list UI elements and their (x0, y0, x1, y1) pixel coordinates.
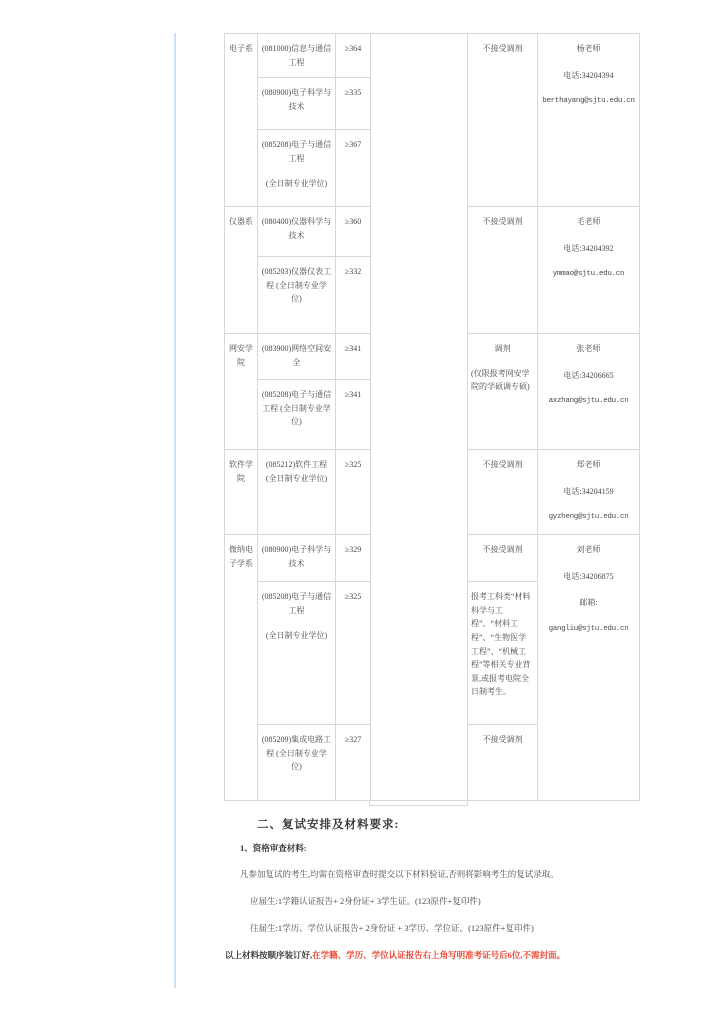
current-students-line: 应届生:1学籍认证报告+ 2身份证+ 3学生证。(123原件+复印件) (250, 896, 481, 906)
score-cell: ≥329 (336, 535, 371, 582)
program-cell (258, 725, 336, 801)
teacher-email: axzhang@sjtu.edu.cn (548, 397, 629, 406)
department-cell: 微纳电子学系 (225, 535, 258, 801)
program-name: (全日制专业学位) (265, 631, 328, 641)
program-name: (081000)信息与通信工程 (261, 44, 332, 67)
requirements-paragraph: 凡参加复试的考生,均需在资格审查时提交以下材料验证,否则将影响考生的复试录取。 (240, 869, 559, 879)
binding-instruction (225, 949, 703, 961)
teacher-cell (538, 535, 640, 801)
teacher-name: 毛老师 (576, 217, 601, 227)
program-name: (080400)仪器科学与技术 (261, 217, 332, 240)
score-cell: ≥360 (336, 207, 371, 257)
score-cell: ≥325 (336, 582, 371, 725)
score-cell: ≥367 (336, 130, 371, 207)
program-cell (258, 334, 336, 380)
teacher-email: berthayang@sjtu.edu.cn (542, 97, 635, 106)
program-cell (258, 582, 336, 725)
teacher-name: 郑老师 (576, 460, 601, 470)
score-cell: ≥327 (336, 725, 371, 801)
department-cell: 软件学院 (225, 450, 258, 535)
adjustment-text: 报考工科类“材料科学与工程”、“材料工程”、“生物医学工程”、“机械工程”等相关专业背景,或报考电院全日制考生。 (471, 592, 531, 697)
adjustment-cell (468, 535, 538, 582)
program-name: (全日制专业学位) (265, 179, 328, 189)
score-cell: ≥341 (336, 380, 371, 450)
teacher-phone: 电话:34206875 (563, 571, 614, 581)
teacher-phone: 电话:34206665 (563, 370, 614, 380)
teacher-cell (538, 334, 640, 450)
teacher-name: 杨老师 (576, 44, 601, 53)
adjustment-text: 调剂 (494, 344, 511, 354)
teacher-email: ymmao@sjtu.edu.cn (552, 270, 625, 279)
spacer-column (371, 34, 468, 801)
score-cell: ≥332 (336, 257, 371, 334)
adjustment-cell (468, 450, 538, 535)
previous-students-line: 往届生:1学历、学位认证报告+ 2身份证 + 3学历、学位证。(123原件+复印件) (250, 923, 534, 933)
teacher-phone: 电话:34204392 (563, 243, 614, 253)
department-cell: 网安学院 (225, 334, 258, 450)
admissions-table (224, 33, 640, 801)
adjustment-text: 不接受调剂 (482, 735, 523, 745)
adjustment-text: 不接受调剂 (482, 460, 523, 470)
teacher-phone: 电话:34204159 (563, 486, 614, 496)
program-cell (258, 78, 336, 130)
margin-guide-line (174, 33, 176, 988)
teacher-cell (538, 34, 640, 207)
program-cell (258, 130, 336, 207)
adjustment-cell (468, 207, 538, 334)
program-name: (085208)电子与通信工程 (261, 140, 332, 163)
adjustment-cell (468, 334, 538, 450)
program-name: (085212)软件工程 (全日制专业学位) (265, 460, 328, 483)
requirements-section (225, 816, 703, 961)
section-title: 二、复试安排及材料要求: (257, 819, 400, 831)
program-name: (085208)电子与通信工程 (全日制专业学位) (261, 390, 332, 427)
program-name: (085203)仪器仪表工程 (全日制专业学位) (261, 267, 332, 304)
teacher-email: gangliu@sjtu.edu.cn (548, 624, 629, 633)
program-cell (258, 450, 336, 535)
subsection-title: 1、资格审查材料: (240, 843, 307, 853)
department-cell: 电子系 (225, 34, 258, 207)
binding-instruction-black: 以上材料按顺序装订好, (225, 950, 313, 960)
program-name: (080900)电子科学与技术 (261, 88, 332, 111)
teacher-email: gyzheng@sjtu.edu.cn (548, 513, 629, 522)
teacher-email-label: 邮箱: (579, 598, 598, 608)
binding-instruction-red: 在学籍、学历、学位认证报告右上角写明准考证号后6位,不需封面。 (312, 950, 566, 960)
department-cell: 仪器系 (225, 207, 258, 334)
score-cell: ≥325 (336, 450, 371, 535)
program-name: (085209)集成电路工程 (全日制专业学位) (261, 735, 332, 772)
teacher-cell (538, 207, 640, 334)
teacher-phone: 电话:34204394 (563, 70, 614, 80)
program-name: (080900)电子科学与技术 (261, 545, 332, 568)
adjustment-text: 不接受调剂 (482, 44, 523, 53)
teacher-cell (538, 450, 640, 535)
adjustment-cell (468, 34, 538, 207)
score-cell: ≥364 (336, 34, 371, 78)
program-name: (083900)网络空间安全 (261, 344, 332, 367)
adjustment-cell (468, 582, 538, 725)
program-cell (258, 257, 336, 334)
program-cell (258, 207, 336, 257)
adjustment-text: 不接受调剂 (482, 545, 523, 555)
teacher-name: 刘老师 (576, 545, 601, 555)
program-cell (258, 380, 336, 450)
spacer-bottom-border (369, 800, 468, 806)
adjustment-text: (仅限报考网安学院的学硕调专硕) (471, 368, 530, 392)
score-cell: ≥335 (336, 78, 371, 130)
adjustment-cell (468, 725, 538, 801)
program-name: (085208)电子与通信工程 (261, 592, 332, 615)
teacher-name: 张老师 (576, 344, 601, 354)
program-cell (258, 535, 336, 582)
program-cell (258, 34, 336, 78)
score-cell: ≥341 (336, 334, 371, 380)
adjustment-text: 不接受调剂 (482, 217, 523, 227)
